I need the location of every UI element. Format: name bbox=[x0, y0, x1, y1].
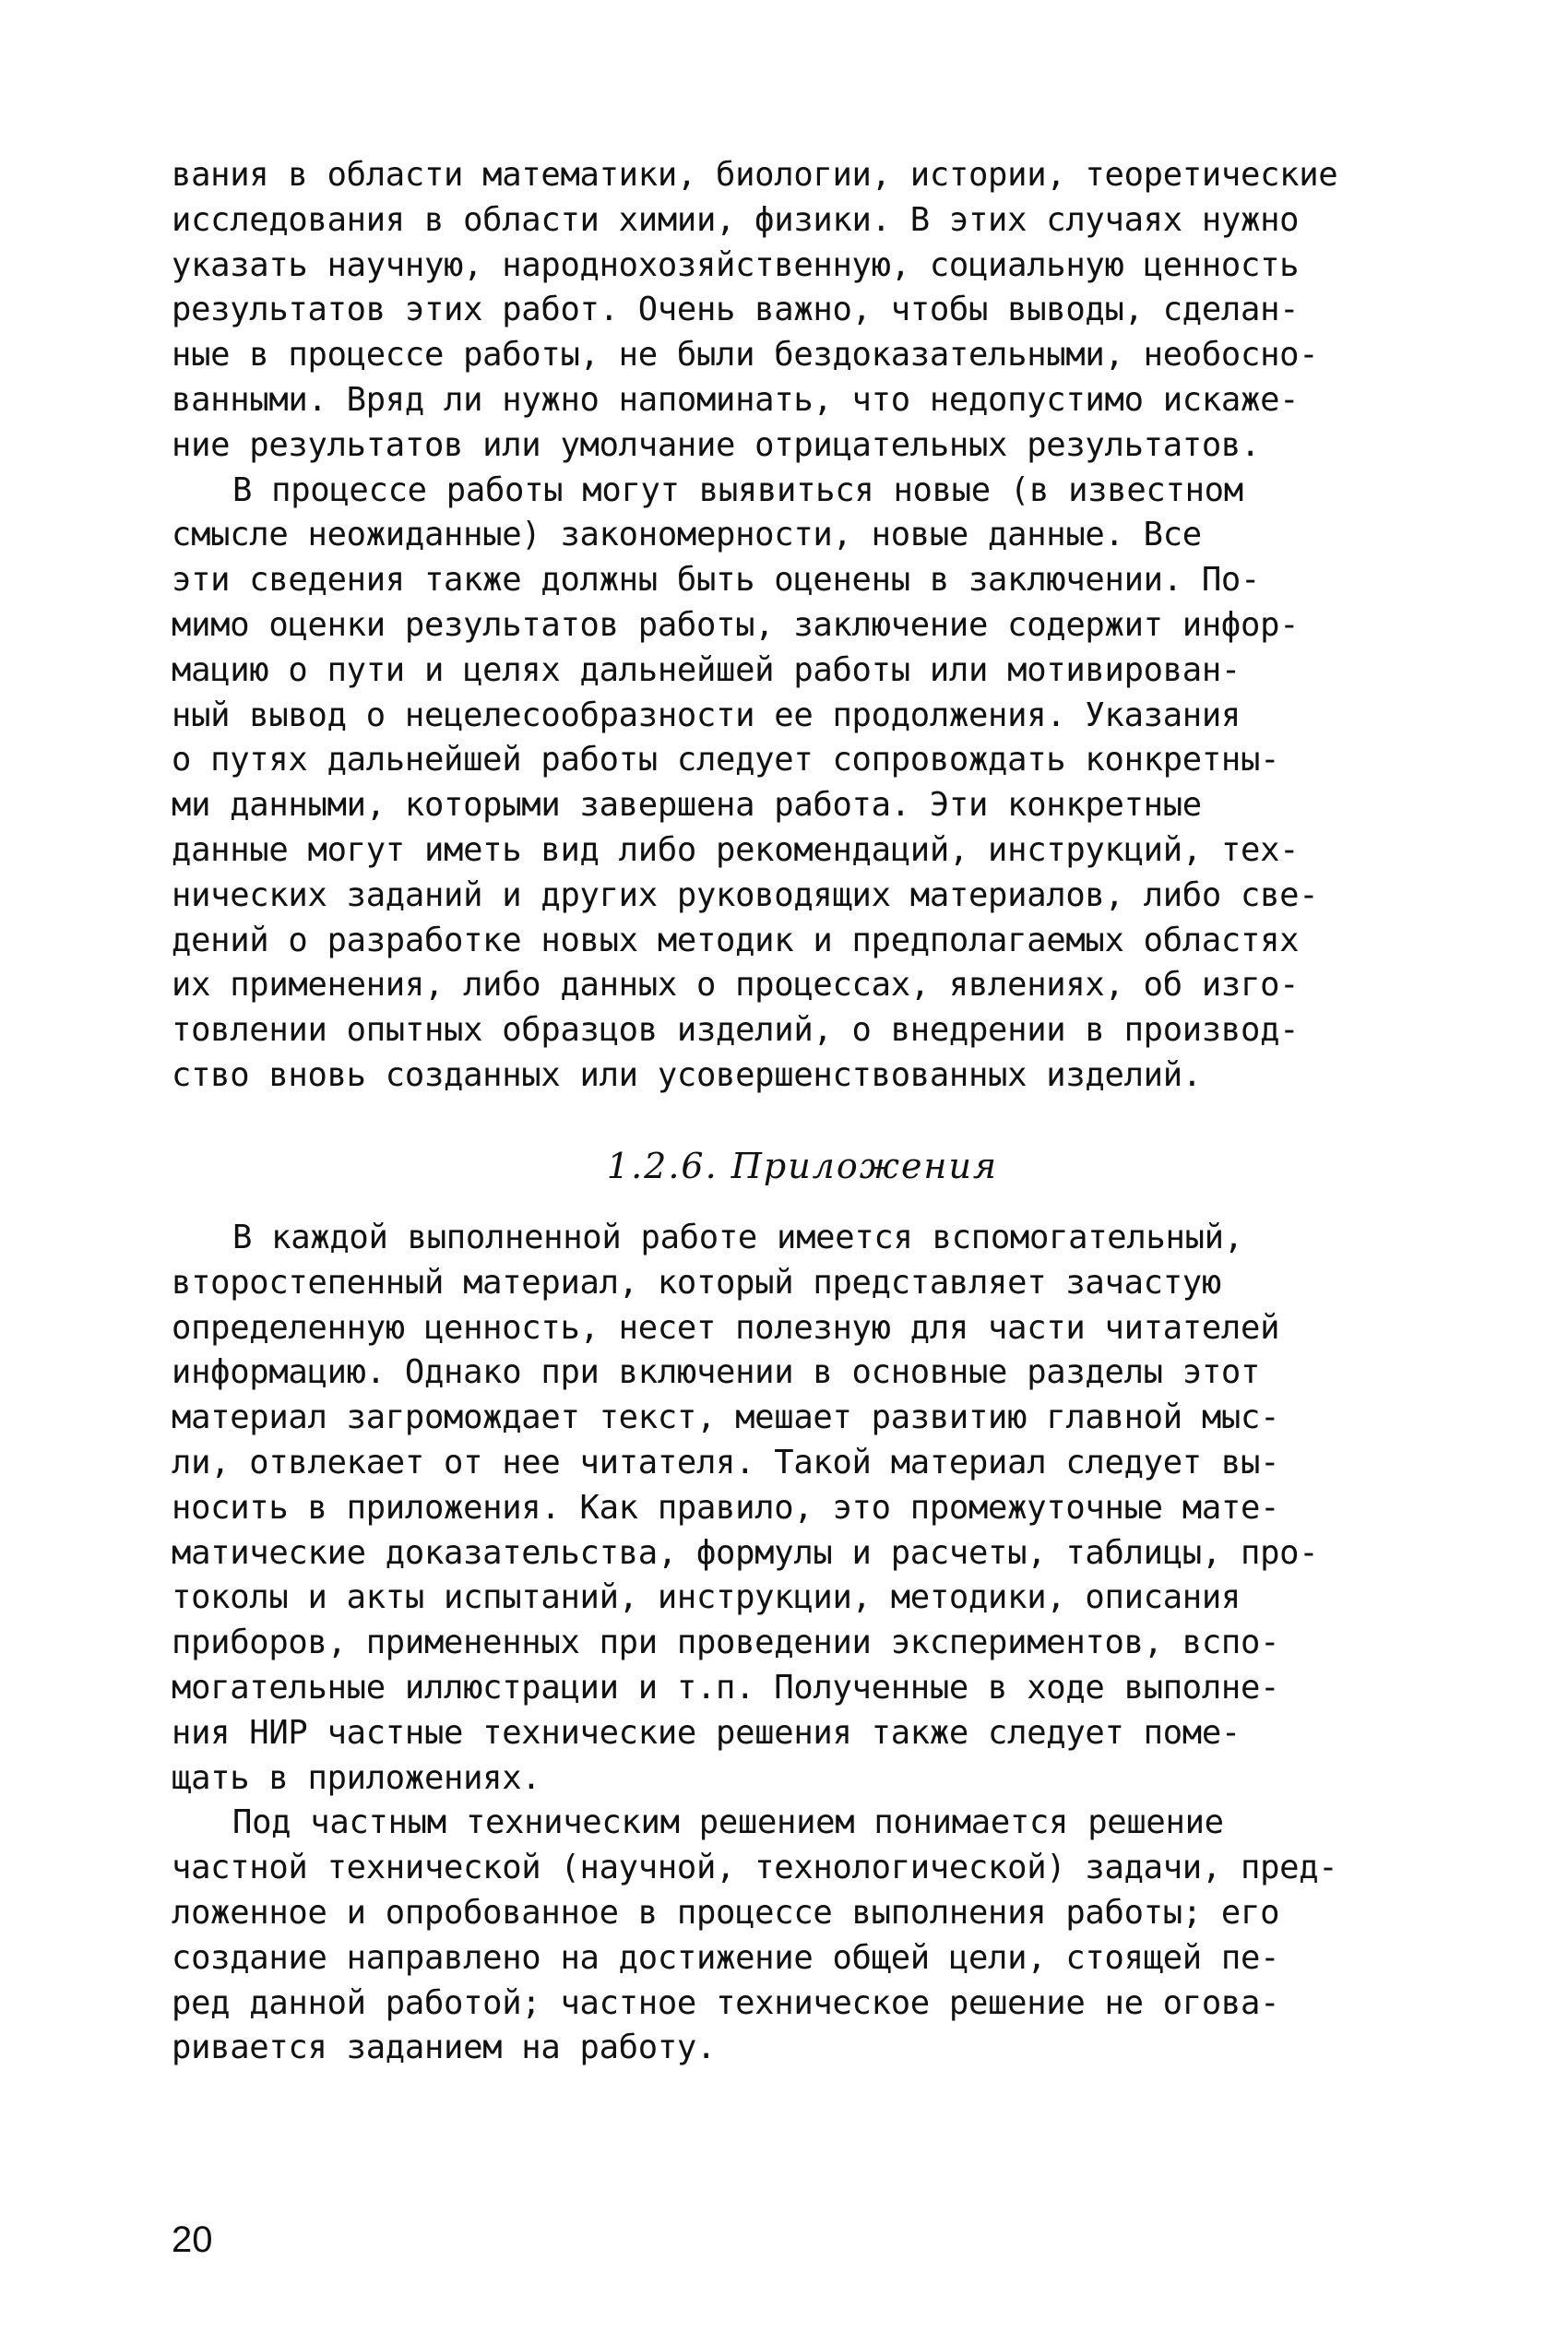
text-line: товлении опытных образцов изделий, о внедрении в производ- bbox=[172, 1011, 1300, 1050]
text-line: приборов, примененных при проведении экспериментов, вспо- bbox=[172, 1624, 1280, 1662]
text-line: их применения, либо данных о процессах, явлениях, об изго- bbox=[172, 966, 1300, 1005]
text-line: эти сведения также должны быть оценены в заключении. По- bbox=[172, 561, 1261, 600]
text-line: ред данной работой; частное техническое решение не огова- bbox=[172, 1983, 1280, 2022]
text-line: создание направлено на достижение общей цели, стоящей пе- bbox=[172, 1938, 1280, 1977]
text-line: ложенное и опробованное в процессе выполнения работы; его bbox=[172, 1893, 1280, 1932]
text-line: Под частным техническим решением понимается решение bbox=[232, 1803, 1224, 1842]
text-line: ные в процессе работы, не были бездоказательными, необосно- bbox=[172, 336, 1319, 375]
text-line: мимо оценки результатов работы, заключение содержит инфор- bbox=[172, 605, 1300, 644]
text-line: токолы и акты испытаний, инструкции, методики, описания bbox=[172, 1578, 1241, 1617]
text-line: указать научную, народнохозяйственную, социальную ценность bbox=[172, 245, 1300, 284]
text-line: В процессе работы могут выявиться новые (в известном bbox=[232, 470, 1243, 509]
paragraph-new-findings bbox=[172, 469, 1444, 1099]
bottom-text-block bbox=[172, 1216, 1444, 2071]
text-line: определенную ценность, несет полезную для части читателей bbox=[172, 1308, 1280, 1347]
text-line: ный вывод о нецелесообразности ее продолжения. Указания bbox=[172, 696, 1241, 734]
paragraph-technical-solution bbox=[172, 1801, 1444, 2071]
top-text-block bbox=[172, 153, 1444, 1099]
text-line: ми данными, которыми завершена работа. Эти конкретные bbox=[172, 786, 1202, 825]
text-line: информацию. Однако при включении в основные разделы этот bbox=[172, 1353, 1261, 1392]
text-line: частной технической (научной, технологической) задачи, пред- bbox=[172, 1849, 1338, 1887]
text-line: материал загромождает текст, мешает развитию главной мыс- bbox=[172, 1398, 1280, 1437]
paragraph-auxiliary-material bbox=[172, 1216, 1444, 1801]
text-line: данные могут иметь вид либо рекомендаций, инструкций, тех- bbox=[172, 830, 1300, 869]
text-line: второстепенный материал, который представляет зачастую bbox=[172, 1263, 1221, 1302]
text-line: мацию о пути и целях дальнейшей работы или мотивирован- bbox=[172, 650, 1241, 689]
text-line: щать в приложениях. bbox=[172, 1758, 541, 1797]
text-line: результатов этих работ. Очень важно, чтобы выводы, сделан- bbox=[172, 291, 1300, 329]
text-line: смысле неожиданные) закономерности, новые данные. Все bbox=[172, 516, 1202, 554]
text-line: носить в приложения. Как правило, это промежуточные мате- bbox=[172, 1488, 1280, 1527]
text-line: исследования в области химии, физики. В этих случаях нужно bbox=[172, 200, 1300, 239]
text-line: ство вновь созданных или усовершенствованных изделий. bbox=[172, 1055, 1202, 1094]
text-line: дений о разработке новых методик и предполагаемых областях bbox=[172, 921, 1300, 959]
section-heading: 1.2.6. Приложения bbox=[606, 1146, 999, 1186]
text-line: нических заданий и других руководящих материалов, либо све- bbox=[172, 875, 1319, 914]
text-line: ние результатов или умолчание отрицательных результатов. bbox=[172, 425, 1261, 464]
text-line: вания в области математики, биологии, истории, теоретические bbox=[172, 156, 1338, 194]
text-line: ванными. Вряд ли нужно напоминать, что недопустимо искаже- bbox=[172, 380, 1300, 419]
page-number: 20 bbox=[172, 2219, 213, 2260]
text-line: могательные иллюстрации и т.п. Полученные в ходе выполне- bbox=[172, 1668, 1280, 1707]
text-line: о путях дальнейшей работы следует сопровождать конкретны- bbox=[172, 741, 1280, 779]
paragraph-results-evaluation bbox=[172, 153, 1444, 469]
text-line: ли, отвлекает от нее читателя. Такой материал следует вы- bbox=[172, 1443, 1280, 1481]
text-line: ния НИР частные технические решения также следует поме- bbox=[172, 1713, 1241, 1752]
text-line: В каждой выполненной работе имеется вспомогательный, bbox=[232, 1219, 1243, 1256]
text-line: ривается заданием на работу. bbox=[172, 2029, 717, 2067]
text-line: матические доказательства, формулы и расчеты, таблицы, про- bbox=[172, 1533, 1319, 1572]
